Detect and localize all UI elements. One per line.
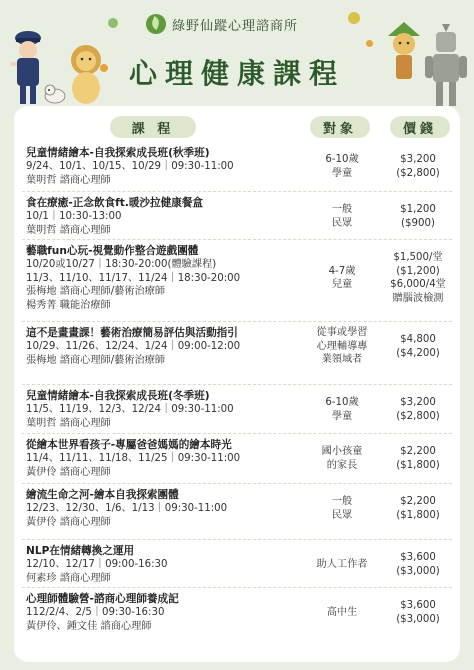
header-course: 課 程	[110, 116, 196, 138]
audience-line: 6-10歲	[325, 154, 359, 165]
course-price	[380, 551, 456, 578]
price-line: ($1,200)	[396, 265, 440, 277]
course-title: 兒童情緒繪本-自我探索成長班(秋季班)	[26, 147, 210, 159]
course-schedule: 11/3、11/10、11/17、11/24｜18:30-20:00	[26, 272, 241, 284]
lion-illustration	[64, 44, 108, 106]
course-schedule: 10/20或10/27｜18:30-20:00(體驗課程)	[26, 259, 217, 270]
audience-line: 民眾	[331, 217, 353, 229]
price-line: $4,800	[400, 334, 436, 345]
course-schedule: 11/5、11/19、12/3、12/24｜09:30-11:00	[26, 404, 234, 415]
audience-line: 從事或學習	[316, 327, 368, 339]
price-line: $1,500/堂	[393, 252, 443, 263]
price-line: 贈腦波檢測	[392, 292, 444, 304]
price-line: $3,600	[400, 600, 436, 611]
course-instructor: 黃伊伶 諮商心理師	[26, 466, 111, 478]
course-info	[26, 196, 316, 237]
course-title: 藝職fun心玩-視覺動作整合遊戲團體	[26, 245, 199, 257]
price-line: $3,600	[400, 552, 436, 563]
course-title: NLP在情緒轉換之運用	[26, 545, 135, 557]
course-instructor: 葉明哲 諮商心理師	[26, 224, 111, 236]
row-divider	[22, 384, 452, 385]
course-title: 兒童情緒繪本-自我探索成長班(冬季班)	[26, 390, 210, 402]
course-price	[380, 396, 456, 423]
course-price	[380, 251, 456, 305]
course-schedule: 9/24、10/1、10/15、10/29｜09:30-11:00	[26, 161, 234, 172]
course-instructor: 葉明哲 諮商心理師	[26, 174, 111, 186]
row-divider	[22, 433, 452, 434]
audience-line: 4-7歲	[328, 265, 356, 277]
course-info	[26, 389, 316, 430]
row-divider	[22, 239, 452, 240]
header-audience: 對象	[310, 116, 370, 138]
decor-dot	[348, 12, 360, 24]
page-header	[0, 0, 474, 108]
audience-line: 兒童	[331, 279, 353, 290]
price-line: ($2,800)	[396, 167, 440, 179]
audience-line: 業領域者	[321, 354, 363, 366]
course-instructor: 張梅地 諮商心理師/藝術治療師	[26, 286, 166, 297]
audience-line: 高中生	[326, 606, 358, 618]
price-line: ($3,000)	[396, 565, 440, 577]
course-instructor: 黃伊伶 諮商心理師	[26, 516, 111, 528]
brand	[146, 14, 298, 34]
course-schedule: 10/29、11/26、12/24、1/24｜09:00-12:00	[26, 341, 241, 352]
course-price	[380, 153, 456, 180]
price-line: ($2,800)	[396, 410, 440, 422]
brand-name: 綠野仙蹤心理諮商所	[172, 18, 299, 34]
course-price	[380, 333, 456, 360]
course-info	[26, 438, 316, 479]
course-title: 這不是畫畫課！藝術治療簡易評估與活動指引	[26, 327, 238, 339]
course-audience	[306, 326, 378, 367]
course-info	[26, 592, 316, 633]
course-title: 食在療癒-正念飲食ft.暖沙拉健康餐盒	[26, 197, 203, 209]
audience-line: 民眾	[331, 509, 353, 521]
decor-dot	[366, 40, 373, 47]
price-line: $3,200	[400, 397, 436, 408]
course-audience	[306, 203, 378, 230]
price-line: $3,200	[400, 154, 436, 165]
course-audience	[306, 153, 378, 180]
course-audience	[306, 265, 378, 292]
scarecrow-illustration	[384, 22, 424, 84]
course-price	[380, 599, 456, 626]
course-info	[26, 146, 316, 187]
audience-line: 6-10歲	[325, 397, 359, 408]
price-line: $2,200	[400, 496, 436, 507]
row-divider	[22, 191, 452, 192]
course-audience	[306, 495, 378, 522]
course-info	[26, 244, 316, 312]
audience-line: 心理輔導專	[316, 340, 368, 352]
row-divider	[22, 587, 452, 588]
audience-line: 學童	[331, 410, 353, 422]
decor-dot	[108, 18, 118, 28]
course-instructor: 張梅地 諮商心理師/藝術治療師	[26, 354, 166, 366]
course-price	[380, 445, 456, 472]
price-line: ($1,800)	[396, 459, 440, 471]
course-schedule: 11/4、11/11、11/18、11/25｜09:30-11:00	[26, 453, 241, 464]
course-info	[26, 544, 316, 585]
audience-line: 學童	[331, 167, 353, 179]
audience-line: 一般	[331, 496, 353, 507]
course-instructor: 葉明哲 諮商心理師	[26, 417, 111, 429]
course-audience	[306, 396, 378, 423]
sprout-logo-icon	[146, 14, 166, 34]
audience-line: 國小孩童	[321, 446, 363, 457]
price-line: ($4,200)	[396, 347, 440, 359]
course-title: 心理師體驗營-諮商心理師養成記	[26, 593, 179, 605]
price-line: ($3,000)	[396, 613, 440, 625]
course-title: 繪流生命之河-繪本自我探索團體	[26, 489, 179, 501]
price-line: $1,200	[400, 204, 436, 215]
course-schedule: 12/23、12/30、1/6、1/13｜09:30-11:00	[26, 503, 228, 514]
course-instructor: 何素珍 諮商心理師	[26, 572, 111, 584]
tin-man-illustration	[424, 22, 468, 108]
audience-line: 助人工作者	[316, 558, 368, 570]
course-schedule: 12/10、12/17｜09:00-16:30	[26, 559, 168, 570]
course-audience	[306, 606, 378, 620]
row-divider	[22, 483, 452, 484]
course-info	[26, 488, 316, 529]
course-title: 從繪本世界看孩子-專屬爸爸媽媽的繪本時光	[26, 439, 232, 451]
course-price	[380, 495, 456, 522]
course-info	[26, 326, 316, 367]
row-divider	[22, 539, 452, 540]
price-line: $2,200	[400, 446, 436, 457]
price-line: $6,000/4堂	[390, 279, 446, 290]
course-instructor: 黃伊伶、鍾文佳 諮商心理師	[26, 620, 152, 632]
row-divider	[22, 321, 452, 322]
page-title: 心理健康課程	[128, 57, 345, 90]
course-instructor: 楊秀菁 職能治療師	[26, 299, 111, 311]
price-line: ($1,800)	[396, 509, 440, 521]
course-table	[14, 106, 460, 662]
price-line: ($900)	[401, 217, 435, 229]
course-price	[380, 203, 456, 230]
course-audience	[306, 445, 378, 472]
course-schedule: 112/2/4、2/5｜09:30-16:30	[26, 607, 165, 618]
course-schedule: 10/1｜10:30-13:00	[26, 211, 122, 222]
course-audience	[306, 558, 378, 572]
audience-line: 一般	[331, 204, 353, 215]
audience-line: 的家長	[326, 459, 358, 471]
header-price: 價錢	[390, 116, 450, 138]
